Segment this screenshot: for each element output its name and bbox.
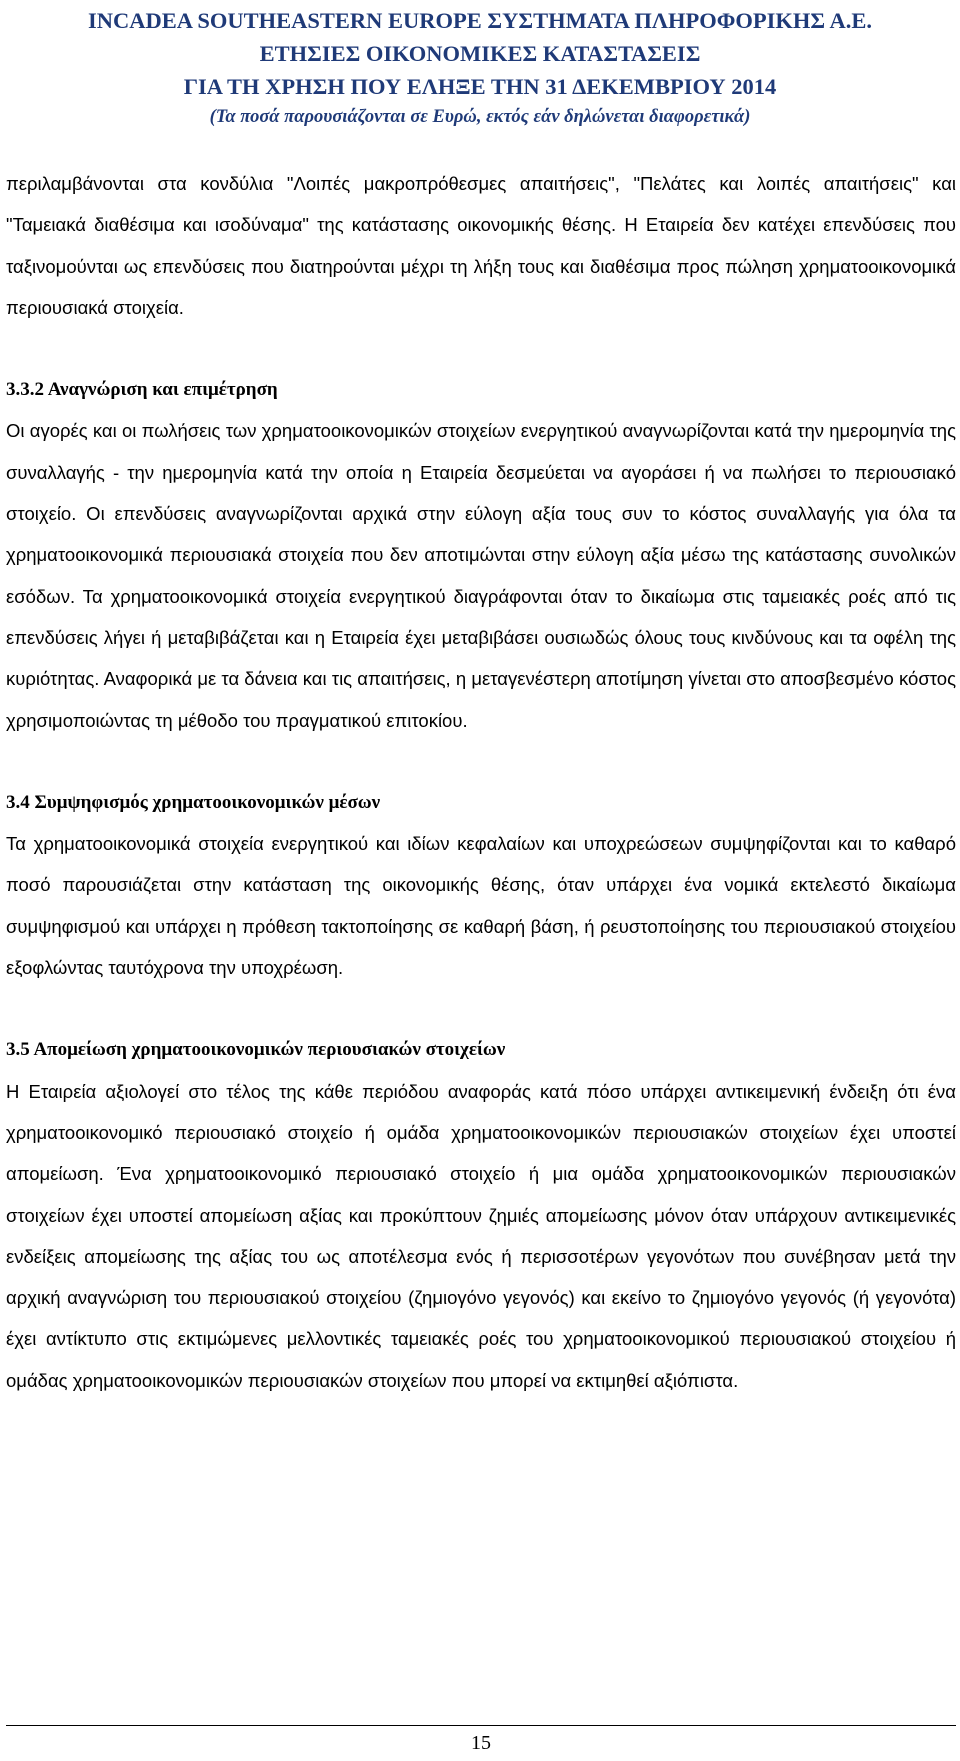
report-title: ΕΤΗΣΙΕΣ ΟΙΚΟΝΟΜΙΚΕΣ ΚΑΤΑΣΤΑΣΕΙΣ — [259, 41, 701, 66]
intro-paragraph: περιλαμβάνονται στα κονδύλια "Λοιπές μακροπρόθεσμες απαιτήσεις", "Πελάτες και λοιπές απαιτήσεις" και "Ταμειακά διαθέσιμα και ισοδύναμα" της κατάστασης οικονομικής θέσης. Η Εταιρεία δεν κατέχει επενδύσεις που ταξινομούνται ως επενδύσεις που διατηρούνται μέχρι τη λήξη τους και διαθέσιμα προς πώληση χρηματοοικονομικά περιουσιακά στοιχεία. — [6, 173, 956, 318]
spacer — [6, 741, 956, 782]
footer-divider — [6, 1725, 956, 1726]
section-paragraph-3-3-2: Οι αγορές και οι πωλήσεις των χρηματοοικονομικών στοιχείων ενεργητικού αναγνωρίζονται κατά την ημερομηνία της συναλλαγής - την ημερομηνία κατά την οποία η Εταιρεία δεσμεύεται να αγοράσει ή να πωλήσει το περιουσιακό στοιχείο. Οι επενδύσεις αναγνωρίζονται αρχικά στην εύλογη αξία τους συν το κόστος συναλλαγής για όλα τα χρηματοοικονομικά περιουσιακά στοιχεία που δεν αποτιμώνται στην εύλογη αξία μέσω της κατάστασης συνολικών εσόδων. Τα χρηματοοικονομικά στοιχεία ενεργητικού διαγράφονται όταν το δικαίωμα στις ταμειακές ροές από τις επενδύσεις λήγει ή μεταβιβάζεται και η Εταιρεία έχει μεταβιβάσει ουσιωδώς όλους τους κινδύνους και τα οφέλη της κυριότητας. Αναφορικά με τα δάνεια και τις απαιτήσεις, η μεταγενέστερη αποτίμηση γίνεται στο αποσβεσμένο κόστος χρησιμοποιώντας τη μέθοδο του πραγματικού επιτοκίου. — [6, 420, 956, 731]
document-body — [6, 163, 956, 1401]
section-paragraph-3-5: Η Εταιρεία αξιολογεί στο τέλος της κάθε περιόδου αναφοράς κατά πόσο υπάρχει αντικειμενική ένδειξη ότι ένα χρηματοοικονομικό περιουσιακό στοιχείο ή ομάδα χρηματοοικονομικών περιουσιακών στοιχείων έχει υποστεί απομείωση. Ένα χρηματοοικονομικό περιουσιακό στοιχείο ή μια ομάδα χρηματοοικονομικών περιουσιακών στοιχείων έχει υποστεί απομείωση αξίας και προκύπτουν ζημιές απομείωσης μόνον όταν υπάρχουν αντικειμενικές ενδείξεις απομείωσης της αξίας του ως αποτέλεσμα ενός ή περισσοτέρων γεγονότων που συνέβησαν μετά την αρχική αναγνώριση του περιουσιακού στοιχείου (ζημιογόνο γεγονός) και εκείνο το ζημιογόνο γεγονός (ή γεγονότα) έχει αντίκτυπο στις εκτιμώμενες μελλοντικές ταμειακές ροές του χρηματοοικονομικού περιουσιακού στοιχείου ή ομάδας χρηματοοικονομικών περιουσιακών στοιχείων που μπορεί να εκτιμηθεί αξιόπιστα. — [6, 1080, 956, 1391]
spacer — [6, 988, 956, 1029]
section-paragraph-3-4: Τα χρηματοοικονομικά στοιχεία ενεργητικού και ιδίων κεφαλαίων και υποχρεώσεων συμψηφίζονται και το καθαρό ποσό παρουσιάζεται στην κατάσταση της οικονομικής θέσης, όταν υπάρχει ένα νομικά εκτελεστό δικαίωμα συμψηφισμού και υπάρχει η πρόθεση τακτοποίησης σε καθαρή βάση, ή ρευστοποίησης του περιουσιακού στοιχείου εξοφλώντας ταυτόχρονα την υποχρέωση. — [6, 833, 956, 979]
company-name: INCADEA SOUTHEASTERN EUROPE ΣΥΣΤΗΜΑΤΑ ΠΛΗΡΟΦΟΡΙΚΗΣ Α.Ε. — [87, 8, 873, 33]
section-heading-3-3-2: 3.3.2 Αναγνώριση και επιμέτρηση — [6, 379, 278, 401]
section-heading-3-4: 3.4 Συμψηφισμός χρηματοοικονομικών μέσων — [6, 791, 381, 813]
page-number: 15 — [471, 1732, 491, 1754]
page-header — [4, 0, 956, 138]
section-heading-3-5: 3.5 Απομείωση χρηματοοικονομικών περιουσιακών στοιχείων — [6, 1039, 506, 1061]
currency-note: (Τα ποσά παρουσιάζονται σε Ευρώ, εκτός εάν δηλώνεται διαφορετικά) — [209, 107, 751, 127]
page-footer — [6, 1725, 956, 1756]
report-period: ΓΙΑ ΤΗ ΧΡΗΣΗ ΠΟΥ ΕΛΗΞΕ ΤΗΝ 31 ΔΕΚΕΜΒΡΙΟΥ 2014 — [183, 74, 777, 99]
spacer — [6, 328, 956, 369]
